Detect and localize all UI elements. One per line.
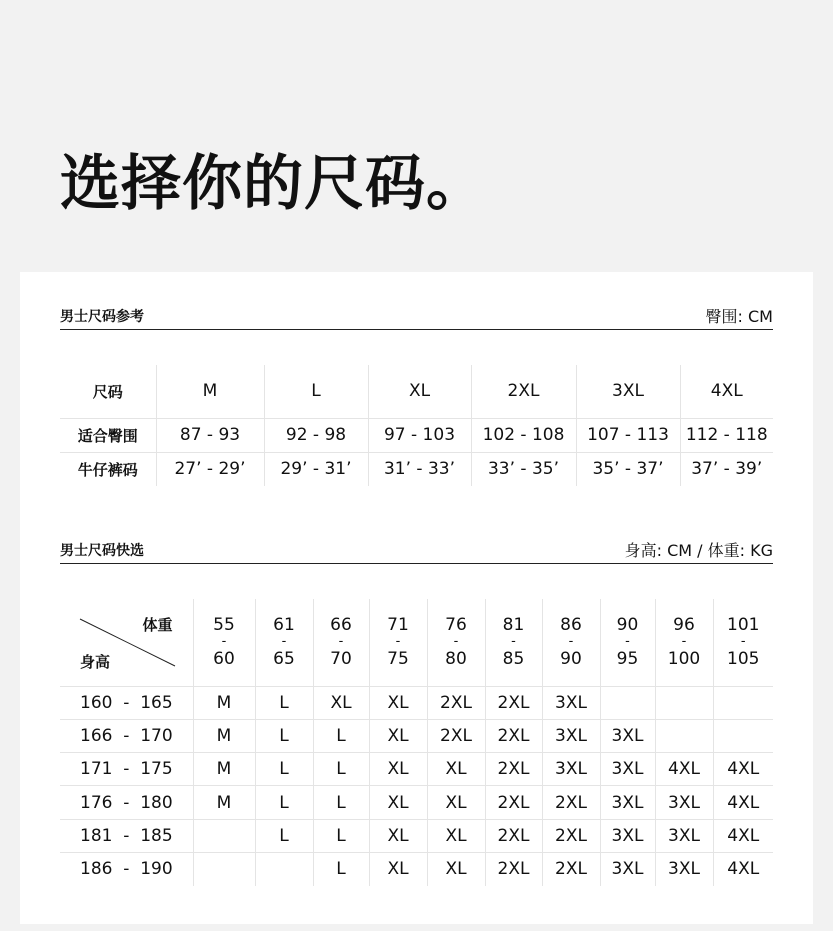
table-cell: 87 - 93 (156, 418, 264, 452)
jeans-row (60, 452, 773, 486)
weight-to: 105 (727, 649, 760, 670)
size-cell: 3XL (600, 753, 655, 786)
weight-to: 75 (387, 649, 409, 670)
table-cell: 33’ - 35’ (471, 452, 576, 486)
size-cell (193, 852, 255, 885)
weight-to: 85 (502, 649, 525, 670)
size-header-cell: XL (368, 365, 471, 418)
size-cell: 3XL (542, 753, 600, 786)
size-cell: L (313, 819, 369, 852)
height-range-cell: 176 - 180 (60, 786, 193, 819)
height-row (60, 852, 773, 885)
size-header-row (60, 365, 773, 418)
size-cell: XL (369, 753, 427, 786)
size-cell: L (313, 786, 369, 819)
weight-to: 60 (213, 649, 235, 670)
size-cell: 3XL (600, 719, 655, 752)
size-cell: 3XL (655, 786, 713, 819)
weight-from: 55 (213, 615, 235, 636)
size-reference-unit: 臀围: CM (705, 307, 773, 326)
page-title: 选择你的尺码。 (60, 149, 487, 219)
weight-range-header (255, 599, 313, 686)
size-cell: L (255, 719, 313, 752)
weight-from: 61 (273, 615, 295, 636)
weight-from: 90 (616, 615, 639, 636)
weight-header-row (60, 599, 773, 686)
size-cell: M (193, 719, 255, 752)
quick-size-header (60, 540, 773, 564)
height-range-cell: 171 - 175 (60, 753, 193, 786)
quick-size-unit: 身高: CM / 体重: KG (624, 541, 773, 560)
table-cell: 97 - 103 (368, 418, 471, 452)
size-cell: XL (369, 819, 427, 852)
weight-to: 95 (616, 649, 639, 670)
table-cell: 27’ - 29’ (156, 452, 264, 486)
row-label: 适合臀围 (60, 418, 156, 452)
size-cell: XL (427, 852, 485, 885)
size-header-label: 尺码 (60, 365, 156, 418)
size-cell: XL (369, 719, 427, 752)
weight-from: 101 (727, 615, 760, 636)
table-cell: 35’ - 37’ (576, 452, 680, 486)
size-cell: XL (427, 753, 485, 786)
weight-from: 76 (445, 615, 467, 636)
weight-range-header (313, 599, 369, 686)
size-cell: 4XL (713, 852, 773, 885)
height-range-cell: 166 - 170 (60, 719, 193, 752)
size-cell: M (193, 686, 255, 719)
table-cell: 29’ - 31’ (264, 452, 368, 486)
table-cell: 102 - 108 (471, 418, 576, 452)
size-cell: XL (369, 786, 427, 819)
weight-to: 65 (273, 649, 295, 670)
size-cell: XL (369, 852, 427, 885)
size-cell: 2XL (427, 686, 485, 719)
size-reference-title: 男士尺码参考 (60, 309, 144, 325)
height-range-cell: 160 - 165 (60, 686, 193, 719)
size-header-cell: M (156, 365, 264, 418)
size-cell: XL (427, 786, 485, 819)
weight-sep: - (625, 634, 630, 650)
size-cell: L (255, 786, 313, 819)
size-cell: L (255, 753, 313, 786)
size-cell: 2XL (485, 719, 542, 752)
size-cell (655, 719, 713, 752)
size-cell: 4XL (713, 753, 773, 786)
table-cell: 112 - 118 (680, 418, 773, 452)
size-cell: 2XL (542, 819, 600, 852)
weight-range-header (369, 599, 427, 686)
size-cell (713, 719, 773, 752)
diagonal-line (60, 599, 193, 686)
size-cell: M (193, 786, 255, 819)
weight-sep: - (740, 634, 746, 650)
size-cell (600, 686, 655, 719)
size-cell: L (255, 819, 313, 852)
size-cell: 2XL (485, 786, 542, 819)
weight-sep: - (281, 634, 287, 650)
height-row (60, 719, 773, 752)
height-range-cell: 181 - 185 (60, 819, 193, 852)
size-header-cell: 3XL (576, 365, 680, 418)
size-cell: 3XL (600, 819, 655, 852)
weight-to: 100 (667, 649, 701, 670)
weight-label: 体重 (142, 616, 173, 634)
weight-sep: - (338, 634, 344, 650)
size-cell: 3XL (542, 686, 600, 719)
size-reference-table (60, 365, 773, 486)
size-cell: 2XL (542, 786, 600, 819)
size-cell: 3XL (655, 819, 713, 852)
table-cell: 92 - 98 (264, 418, 368, 452)
weight-sep: - (453, 634, 459, 650)
size-cell: 3XL (600, 786, 655, 819)
size-cell: 3XL (655, 852, 713, 885)
weight-range-header (713, 599, 773, 686)
size-cell: XL (313, 686, 369, 719)
size-cell: XL (427, 819, 485, 852)
size-guide-card (20, 272, 813, 924)
size-cell (713, 686, 773, 719)
height-row (60, 786, 773, 819)
weight-from: 66 (330, 615, 352, 636)
size-cell: 4XL (713, 819, 773, 852)
weight-range-header (485, 599, 542, 686)
size-cell: 4XL (655, 753, 713, 786)
size-cell: 2XL (485, 686, 542, 719)
size-header-cell: 4XL (710, 381, 743, 402)
height-range-cell: 186 - 190 (60, 852, 193, 885)
size-cell: L (255, 686, 313, 719)
weight-from: 81 (502, 615, 525, 636)
weight-sep: - (221, 634, 227, 650)
size-cell: 4XL (713, 786, 773, 819)
weight-sep: - (681, 634, 687, 650)
height-row (60, 819, 773, 852)
weight-from: 71 (387, 615, 409, 636)
size-header-cell: L (264, 365, 368, 418)
size-cell: M (193, 753, 255, 786)
diagonal-header-cell (60, 599, 193, 686)
weight-sep: - (511, 634, 516, 650)
size-cell: 2XL (485, 753, 542, 786)
size-cell: 2XL (542, 852, 600, 885)
size-cell: 2XL (485, 819, 542, 852)
weight-sep: - (395, 634, 401, 650)
weight-to: 70 (330, 649, 352, 670)
table-cell: 31’ - 33’ (368, 452, 471, 486)
hip-row (60, 418, 773, 452)
weight-to: 80 (445, 649, 467, 670)
size-reference-header (60, 306, 773, 330)
quick-size-table (60, 599, 773, 886)
size-cell (255, 852, 313, 885)
height-row (60, 753, 773, 786)
weight-range-header (542, 599, 600, 686)
table-cell: 37’ - 39’ (680, 452, 773, 486)
size-cell: L (313, 852, 369, 885)
weight-from: 86 (560, 615, 582, 636)
weight-range-header (427, 599, 485, 686)
weight-from: 96 (673, 615, 695, 636)
weight-range-header (600, 599, 655, 686)
size-cell: L (313, 719, 369, 752)
height-label: 身高 (80, 652, 111, 671)
size-header-cell: 2XL (471, 365, 576, 418)
weight-to: 90 (560, 649, 582, 670)
size-cell: XL (369, 686, 427, 719)
size-cell: 3XL (542, 719, 600, 752)
height-row (60, 686, 773, 719)
weight-range-header (193, 599, 255, 686)
size-cell: 2XL (427, 719, 485, 752)
size-cell: 2XL (485, 852, 542, 885)
size-cell: L (313, 753, 369, 786)
row-label: 牛仔裤码 (60, 452, 156, 486)
quick-size-title: 男士尺码快选 (60, 543, 144, 559)
weight-sep: - (568, 634, 574, 650)
size-cell: 3XL (600, 852, 655, 885)
weight-range-header (655, 599, 713, 686)
size-cell (193, 819, 255, 852)
size-cell (655, 686, 713, 719)
table-cell: 107 - 113 (576, 418, 680, 452)
